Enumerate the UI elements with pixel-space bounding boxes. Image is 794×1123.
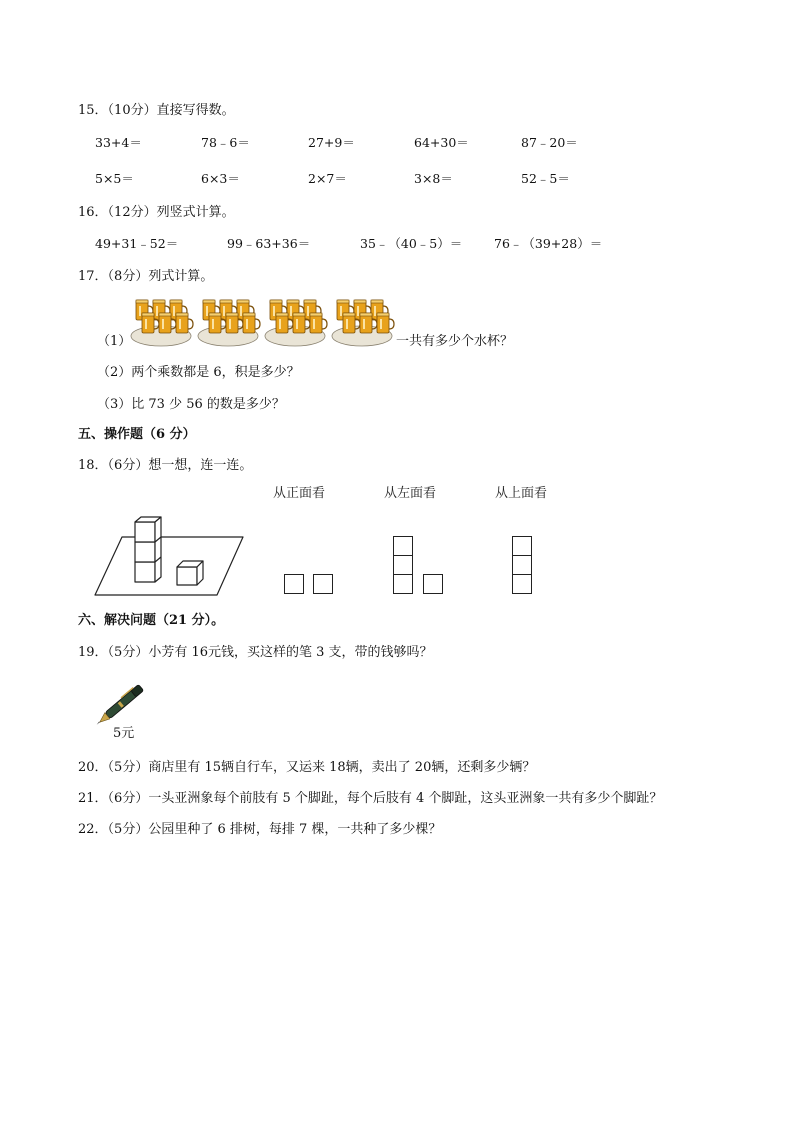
stack-cube-bottom: [135, 562, 155, 582]
view-option-top[interactable]: [512, 536, 536, 596]
cup-group: [130, 296, 193, 348]
single-cube: [177, 567, 197, 585]
cup-icon: [377, 313, 394, 333]
view-square: [393, 555, 413, 575]
view-option-left[interactable]: [393, 536, 445, 596]
q19-title: 19．（5分）小芳有 16元钱，买这样的笔 3 支，带的钱够吗？: [78, 645, 433, 660]
q18-title: 18．（6分）想一想，连一连。: [78, 458, 253, 473]
view-square: [512, 536, 532, 556]
view-label-front: 从正面看: [273, 486, 326, 501]
stack-side-face: [155, 517, 161, 582]
q15-expr-3: 27+9＝: [308, 135, 355, 150]
stack-cube-top: [135, 522, 155, 542]
view-option-front[interactable]: [284, 574, 336, 596]
q15-title: 15．（10分）直接写得数。: [78, 103, 235, 118]
view-square: [393, 574, 413, 594]
q17-part1-label: （1）: [97, 334, 132, 349]
q20-title: 20．（5分）商店里有 15辆自行车，又运来 18辆，卖出了 20辆，还剩多少辆？: [78, 760, 536, 775]
q21-title: 21．（6分）一头亚洲象每个前肢有 5 个脚趾，每个后肢有 4 个脚趾，这头亚洲象一共有多少个脚趾？: [78, 791, 663, 806]
cup-group: [197, 296, 260, 348]
view-square: [512, 574, 532, 594]
cup-icon: [176, 313, 193, 333]
q16-expr-2: 99﹣63+36＝: [227, 236, 311, 251]
q17-part3: （3）比 73 少 56 的数是多少？: [97, 397, 285, 412]
view-label-left: 从左面看: [384, 486, 437, 501]
stack-cube-middle: [135, 542, 155, 562]
q15-expr-5: 87﹣20＝: [521, 135, 578, 150]
view-square: [284, 574, 304, 594]
q15-expr-1: 33+4＝: [95, 135, 142, 150]
q17-part2: （2）两个乘数都是 6，积是多少？: [97, 365, 300, 380]
q15-expr-9: 3×8＝: [414, 171, 453, 186]
q15-expr-10: 52﹣5＝: [521, 171, 570, 186]
q16-title: 16．（12分）列竖式计算。: [78, 205, 235, 220]
view-square: [423, 574, 443, 594]
view-square: [393, 536, 413, 556]
q16-expr-1: 49+31﹣52＝: [95, 236, 179, 251]
pen-price-label: 5元: [113, 726, 135, 741]
q15-expr-4: 64+30＝: [414, 135, 469, 150]
q22-title: 22．（5分）公园里种了 6 排树，每排 7 棵，一共种了多少棵？: [78, 822, 442, 837]
q15-expr-7: 6×3＝: [201, 171, 240, 186]
q17-title: 17．（8分）列式计算。: [78, 269, 214, 284]
cup-groups-illustration: [130, 296, 395, 348]
q17-part1-question: 一共有多少个水杯？: [396, 334, 514, 349]
cube-stack-scene: [95, 515, 245, 600]
cup-icon: [243, 313, 260, 333]
cup-icon: [310, 313, 327, 333]
q16-expr-4: 76﹣（39+28）＝: [494, 236, 603, 251]
view-square: [313, 574, 333, 594]
q15-expr-8: 2×7＝: [308, 171, 347, 186]
q15-expr-2: 78﹣6＝: [201, 135, 250, 150]
cup-group: [331, 296, 394, 348]
q15-expr-6: 5×5＝: [95, 171, 134, 186]
base-plane: [95, 537, 243, 595]
q16-expr-3: 35﹣（40﹣5）＝: [360, 236, 463, 251]
section-6-heading: 六、解决问题（21 分）。: [78, 613, 225, 628]
section-5-heading: 五、操作题（6 分）: [78, 427, 196, 442]
cup-group: [264, 296, 327, 348]
view-square: [512, 555, 532, 575]
pen-icon: [96, 676, 154, 726]
view-label-top: 从上面看: [495, 486, 548, 501]
